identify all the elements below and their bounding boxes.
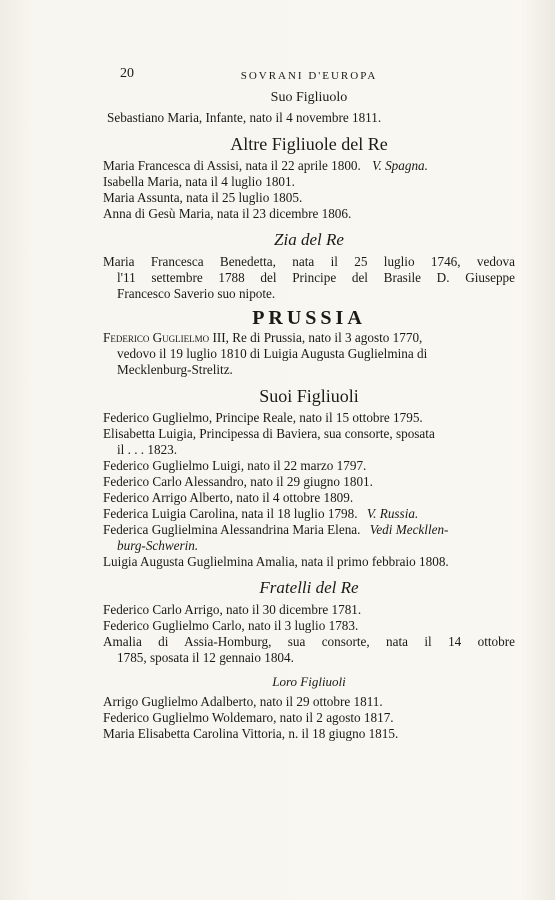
running-title: SOVRANI D'EUROPA [240, 70, 378, 82]
entry-line: Maria Francesca Benedetta, nata il 25 luglio 1746, vedova [103, 254, 515, 269]
entry-line: Francesco Saverio suo nipote. [117, 286, 276, 301]
entry-line: 1785, sposata il 12 gennaio 1804. [117, 650, 294, 665]
section-heading-altre-figliuole: Altre Figliuole del Re [230, 134, 388, 154]
entry-line: Luigia Augusta Guglielmina Amalia, nata il primo febbraio 1808. [103, 554, 449, 569]
entry-line: Federico Guglielmo III, Re di Prussia, nato il 3 agosto 1770, [103, 330, 423, 345]
entry-line: Federica Luigia Carolina, nata il 18 luglio 1798. V. Russia. [103, 506, 419, 521]
entry-line: Mecklenburg-Strelitz. [117, 362, 233, 377]
entry-line: l'11 settembre 1788 del Principe del Brasile D. Giuseppe [117, 270, 515, 285]
sovereign-name: Federico Guglielmo III [103, 330, 226, 345]
note-russia: V. Russia. [366, 506, 419, 521]
note-mecklenburg: Vedi Meckllen- [369, 522, 449, 537]
entry-line: Federico Guglielmo Luigi, nato il 22 marzo 1797. [103, 458, 367, 473]
entry-line: Maria Francesca di Assisi, nata il 22 aprile 1800. V. Spagna. [103, 158, 428, 173]
entry-line: Arrigo Guglielmo Adalberto, nato il 29 ottobre 1811. [103, 694, 383, 709]
entry-line: Maria Elisabetta Carolina Vittoria, n. il 18 giugno 1815. [103, 726, 399, 741]
section-heading-zia: Zia del Re [274, 230, 344, 249]
entry-line: Federico Guglielmo Carlo, nato il 3 luglio 1783. [103, 618, 359, 633]
entry-line: Federica Guglielmina Alessandrina Maria Elena. Vedi Meckllen- [103, 522, 449, 537]
entry-line: Elisabetta Luigia, Principessa di Baviera, sua consorte, sposata [103, 426, 435, 441]
entry-line: Isabella Maria, nata il 4 luglio 1801. [103, 174, 295, 189]
entry-sebastiano: Sebastiano Maria, Infante, nato il 4 novembre 1811. [107, 110, 382, 125]
entry-line: Federico Guglielmo Woldemaro, nato il 2 agosto 1817. [103, 710, 394, 725]
entry-line: Federico Carlo Alessandro, nato il 29 giugno 1801. [103, 474, 373, 489]
section-heading-prussia: PRUSSIA [252, 307, 366, 329]
page-content [103, 66, 515, 742]
page-number: 20 [120, 66, 134, 81]
entry-line: Federico Arrigo Alberto, nato il 4 ottobre 1809. [103, 490, 354, 505]
section-heading-loro-figliuoli: Loro Figliuoli [272, 674, 346, 689]
entry-line: Federico Carlo Arrigo, nato il 30 dicembre 1781. [103, 602, 362, 617]
section-heading-figliuolo: Suo Figliuolo [270, 90, 348, 105]
entry-line: il . . . 1823. [117, 442, 178, 457]
entry-line: Anna di Gesù Maria, nata il 23 dicembre 1806. [103, 206, 352, 221]
section-heading-figliuoli: Suoi Figliuoli [259, 386, 359, 406]
note-spagna: V. Spagna. [372, 158, 428, 173]
entry-line: Maria Assunta, nata il 25 luglio 1805. [103, 190, 303, 205]
entry-line: vedovo il 19 luglio 1810 di Luigia Augusta Guglielmina di [117, 346, 428, 361]
entry-line: burg-Schwerin. [117, 538, 199, 553]
entry-line: Amalia di Assia-Homburg, sua consorte, nata il 14 ottobre [103, 634, 515, 649]
page-header [103, 66, 515, 84]
section-heading-fratelli: Fratelli del Re [259, 578, 359, 597]
entry-line: Federico Guglielmo, Principe Reale, nato il 15 ottobre 1795. [103, 410, 423, 425]
